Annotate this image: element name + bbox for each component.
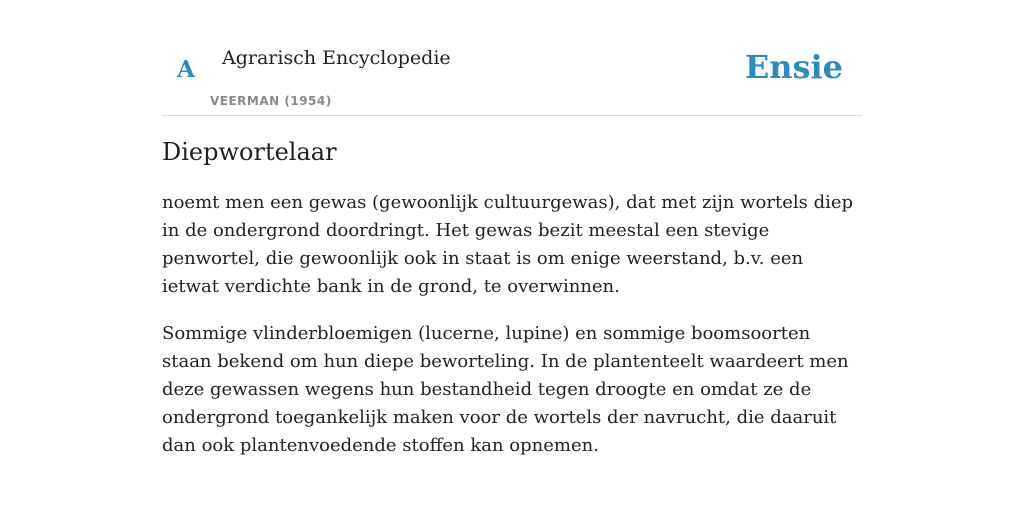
author-source: VEERMAN (1954)	[210, 94, 332, 108]
encyclopedia-title-link[interactable]: Agrarisch Encyclopedie	[222, 47, 451, 69]
header	[162, 30, 862, 116]
encyclopedia-logo-icon[interactable]: A	[177, 56, 195, 83]
article-title: Diepwortelaar	[162, 138, 337, 166]
ensie-logo-link[interactable]: Ensie	[744, 48, 843, 86]
article-paragraph-1: noemt men een gewas (gewoonlijk cultuurgewas), dat met zijn wortels diep in de ondergrond doordringt. Het gewas bezit meestal een stevige penwortel, die gewoonlijk ook in staat is om enige weerstand, b.v. een ietwat verdichte bank in de grond, te overwinnen.	[162, 192, 854, 298]
article-paragraph-2: Sommige vlinderbloemigen (lucerne, lupine) en sommige boomsoorten staan bekend om hun diepe beworteling. In de plantenteelt waardeert men deze gewassen wegens hun bestandheid tegen droogte en omdat ze de ondergrond toegankelijk maken voor de wortels der navrucht, die daaruit dan ook plantenvoedende stoffen kan opnemen.	[162, 323, 849, 457]
article	[162, 137, 862, 479]
